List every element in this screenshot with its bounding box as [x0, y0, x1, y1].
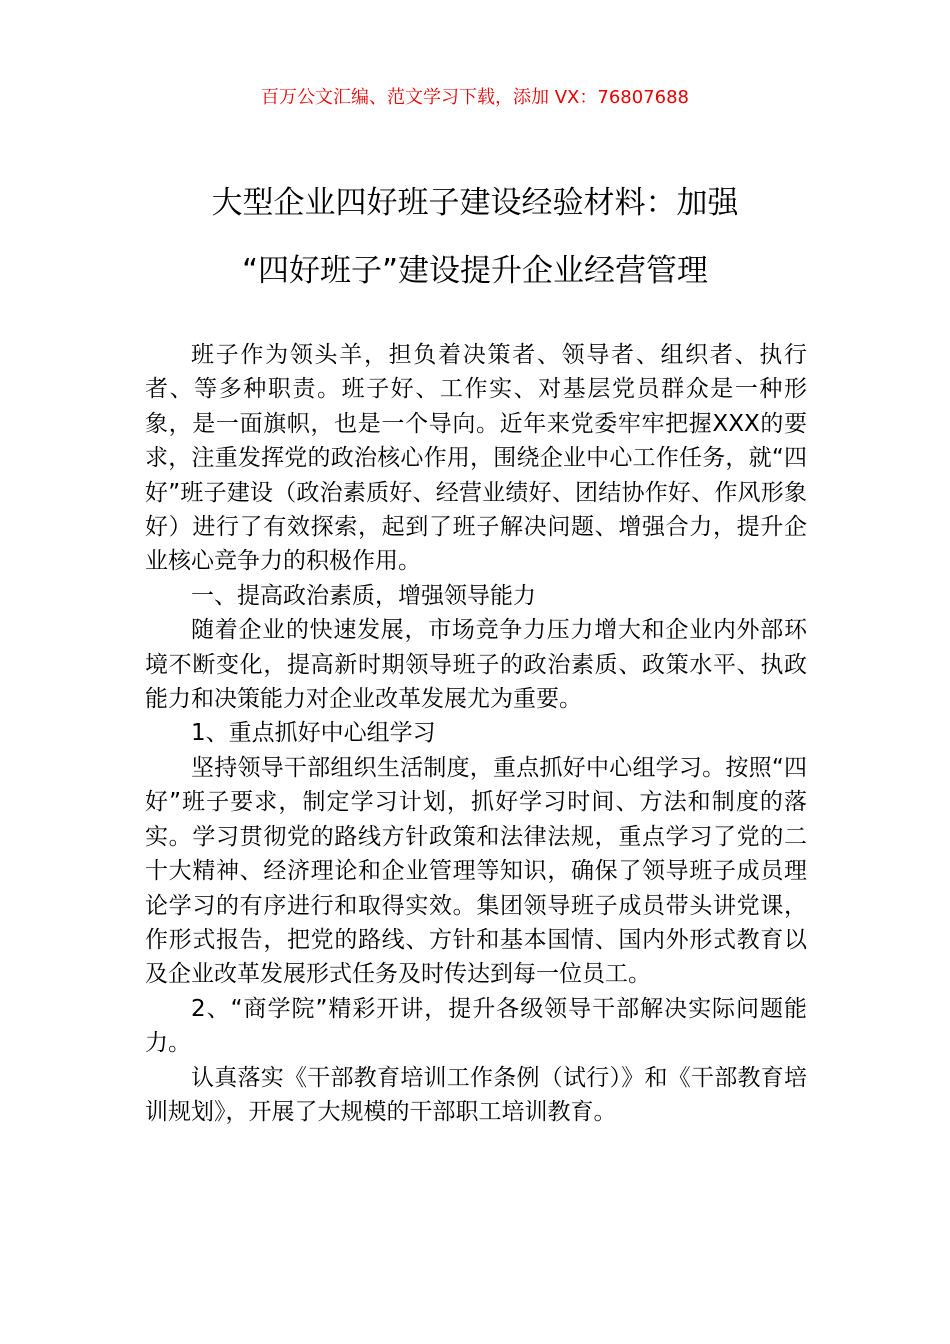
paragraph-section-1: 随着企业的快速发展，市场竞争力压力增大和企业内外部环境不断变化，提高新时期领导班子的政治素质、政策水平、执政能力和决策能力对企业改革发展尤为重要。 [145, 617, 807, 713]
paragraph-intro: 班子作为领头羊，担负着决策者、领导者、组织者、执行者、等多种职责。班子好、工作实、对基层党员群众是一种形象，是一面旗帜，也是一个导向。近年来党委牢牢把握XXX的要求，注重发挥党的政治核心作用，围绕企业中心工作任务，就“四好”班子建设（政治素质好、经营业绩好、团结协作好、作风形象好）进行了有效探索，起到了班子解决问题、增强合力，提升企业核心竞争力的积极作用。 [145, 342, 807, 575]
paragraph-subsection-1: 坚持领导干部组织生活制度，重点抓好中心组学习。按照“四好”班子要求，制定学习计划，抓好学习时间、方法和制度的落实。学习贯彻党的路线方针政策和法律法规，重点学习了党的二十大精神、经济理论和企业管理等知识，确保了领导班子成员理论学习的有序进行和取得实效。集团领导班子成员带头讲党课，作形式报告，把党的路线、方针和基本国情、国内外形式教育以及企业改革发展形式任务及时传达到每一位员工。 [145, 754, 807, 988]
heading-subsection-1: 1、重点抓好中心组学习 [191, 720, 436, 747]
heading-section-1: 一、提高政治素质，增强领导能力 [191, 582, 536, 609]
header-note: 百万公文汇编、范文学习下载，添加 VX：76807688 [261, 87, 689, 108]
title-line-1: 大型企业四好班子建设经验材料：加强 [211, 185, 739, 221]
paragraph-subsection-2: 认真落实《干部教育培训工作条例（试行）》和《干部教育培训规划》，开展了大规模的干部职工培训教育。 [145, 1064, 807, 1125]
document-body [145, 338, 807, 1129]
heading-subsection-2: 2、“商学院”精彩开讲，提升各级领导干部解决实际问题能力。 [145, 995, 807, 1057]
title-line-2: “四好班子”建设提升企业经营管理 [241, 253, 709, 289]
